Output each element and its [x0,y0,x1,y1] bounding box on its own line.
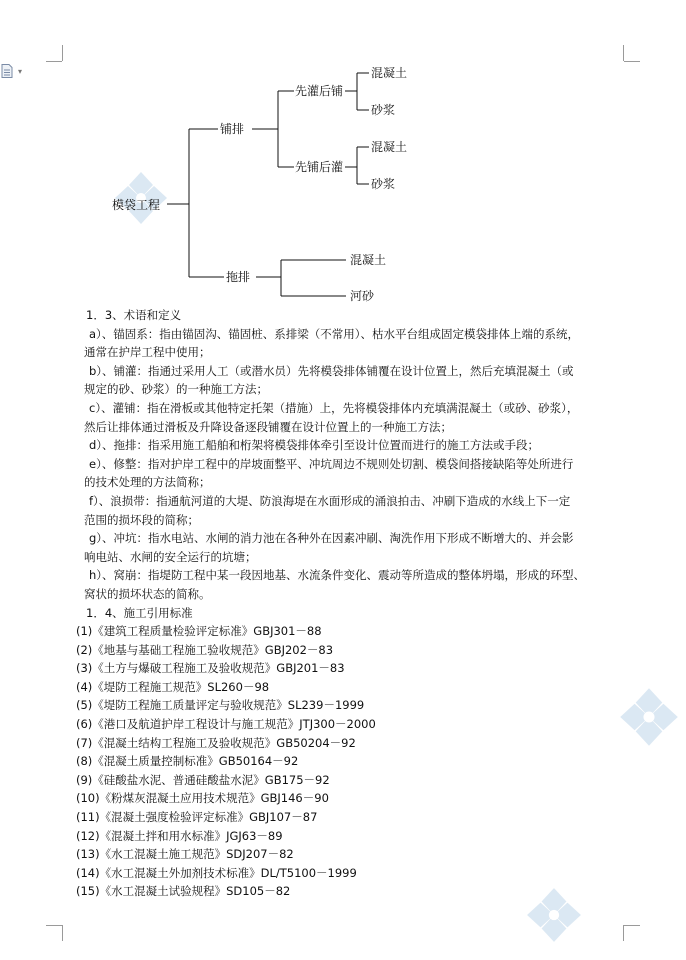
tree-sub-label: 先灌后铺 [295,84,344,98]
tree-leaf-label: 河砂 [350,289,375,303]
tree-leaf-label: 混凝土 [371,140,408,154]
tree-leaf-label: 混凝土 [371,66,408,80]
definition-line: 通常在护岸工程中使用； [84,345,211,360]
standard-reference: (1)《建筑工程质量检验评定标准》GBJ301－88 [76,624,322,639]
document-body [76,306,616,901]
standard-reference: (2)《地基与基础工程施工验收规范》GBJ202－83 [76,642,334,657]
definition-line: h）、窝崩：指堤防工程中某一段因地基、水流条件变化、震动等所造成的整体坍塌，形成的环型、 [89,568,586,583]
definition-line: 然后让排体通过滑板及升降设备逐段铺覆在设计位置上的一种施工方法； [84,419,452,434]
standard-reference: (13)《水工混凝土施工规范》SDJ207－82 [76,847,294,862]
definition-line: a）、锚固系：指由锚固沟、锚固桩、系排梁（不常用）、枯水平台组成固定模袋排体上端的系统， [89,326,580,341]
standard-reference: (3)《土方与爆破工程施工及验收规范》GBJ201－83 [76,661,345,676]
watermark-snowflake-icon [618,686,680,748]
standard-reference: (6)《港口及航道护岸工程设计与施工规范》JTJ300－2000 [76,717,376,732]
definition-line: e）、修整：指对护岸工程中的岸坡面整平、冲坑周边不规则处切割、模袋间搭接缺陷等处所进行 [89,456,574,471]
crop-mark-bottom-right [623,925,624,941]
standard-reference: (5)《堤防工程施工质量评定与验收规范》SL239－1999 [76,698,365,713]
definition-line: 规定的砂、砂浆）的一种施工方法； [84,382,268,397]
standard-reference: (11)《混凝土强度检验评定标准》GBJ107－87 [76,810,318,825]
bracket-tree-diagram [0,0,686,310]
crop-mark-bottom-left [46,925,62,926]
standard-reference: (8)《混凝土质量控制标准》GB50164－92 [76,754,299,769]
standard-reference: (10)《粉煤灰混凝土应用技术规范》GBJ146－90 [76,791,329,806]
standard-reference: (7)《混凝土结构工程施工及验收规范》GB50204－92 [76,735,356,750]
crop-mark-bottom-left [62,925,63,941]
tree-branch-label: 铺排 [220,122,245,136]
tree-branch-label: 拖排 [226,270,251,284]
dropdown-caret-icon[interactable]: ▾ [18,67,23,76]
definition-line: 响电站、水闸的安全运行的坑塘； [84,549,257,564]
section-heading: 1．3、术语和定义 [86,308,182,322]
tree-leaf-label: 砂浆 [371,177,396,191]
standard-reference: (14)《水工混凝土外加剂技术标准》DL/T5100－1999 [76,865,357,880]
tree-leaf-label: 砂浆 [371,103,396,117]
definition-line: f）、浪损带：指通航河道的大堤、防浪海堤在水面形成的涌浪拍击、冲刷下造成的水线上下一定 [89,493,571,508]
tree-root-label: 模袋工程 [112,198,161,212]
definition-line: g）、冲坑：指水电站、水闸的消力池在各种外在因素冲刷、淘洗作用下形成不断增大的、并会影 [89,531,574,546]
definition-line: c）、灌铺：指在滑板或其他特定托架（措施）上，先将模袋排体内充填满混凝土（或砂、砂浆）， [89,400,579,415]
standard-reference: (4)《堤防工程施工规范》SL260－98 [76,679,270,694]
standard-reference: (15)《水工混凝土试验规程》SD105－82 [76,884,291,899]
definition-line: 的技术处理的方法简称； [84,475,211,490]
definition-line: 窝状的损坏状态的简称。 [84,586,211,601]
standard-reference: (12)《混凝土拌和用水标准》JGJ63－89 [76,828,283,843]
definition-line: 范围的损坏段的简称； [84,512,199,527]
definition-line: d）、拖排：指采用施工船舶和桁架将模袋排体牵引至设计位置而进行的施工方法或手段； [89,438,540,453]
section-heading: 1．4、施工引用标准 [86,605,193,620]
definition-line: b）、铺灌：指通过采用人工（或潜水员）先将模袋排体铺覆在设计位置上，然后充填混凝土（或 [89,363,574,378]
tree-leaf-label: 混凝土 [350,253,387,267]
crop-mark-bottom-right [624,925,640,926]
tree-sub-label: 先铺后灌 [295,160,344,174]
standard-reference: (9)《硅酸盐水泥、普通硅酸盐水泥》GB175－92 [76,772,330,787]
